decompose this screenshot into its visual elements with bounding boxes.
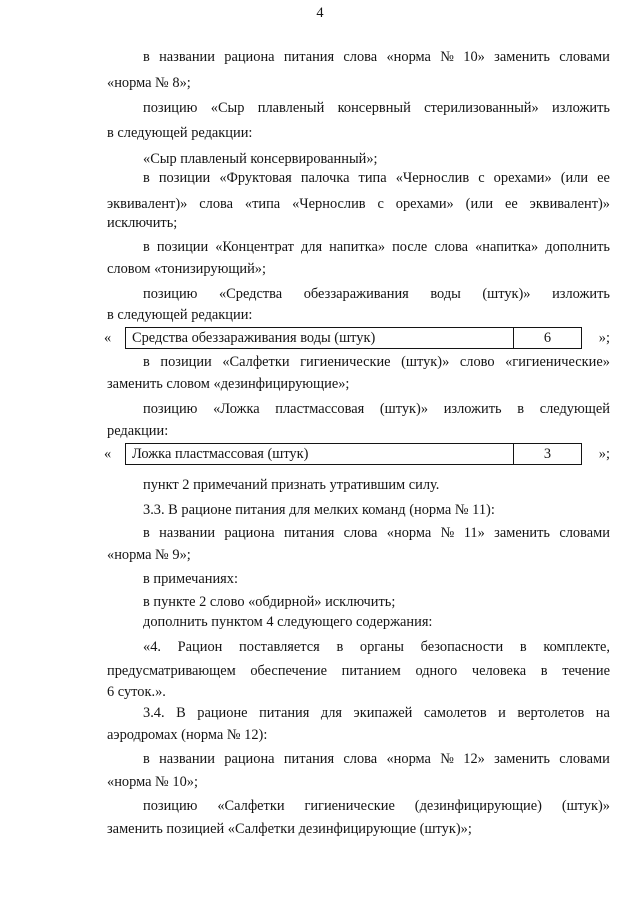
word: воды [430,286,461,302]
word: «напитка» [475,239,539,255]
word: слова [434,239,469,255]
word: в [143,354,150,370]
word: № [440,751,454,767]
word: рациона [224,525,275,541]
word: позицию [143,401,198,417]
word: «Ложка [213,401,260,417]
text-line [143,50,610,64]
text-line: 6 суток.». [107,684,166,700]
word: для [300,239,323,255]
word: «норма [386,525,432,541]
table-item-value: 3 [543,446,552,462]
word: в [143,49,150,65]
inserted-table-row [104,327,610,349]
word: пластмассовая [275,401,365,417]
word: типа [358,170,387,186]
word: словами [559,751,610,767]
word: в [336,639,344,655]
word: (дезинфицирующие) [414,798,542,814]
table-item-value: 6 [543,330,552,346]
text-line: в пункте 2 слово «обдирной» исключить; [143,594,396,610]
word: слова [343,49,378,65]
text-line: в следующей редакции: [107,307,253,323]
word: рациона [224,49,275,65]
word: консервный [337,100,411,116]
text-line [143,355,610,369]
inserted-table-row [104,443,610,465]
word: «Салфетки [222,354,290,370]
text-line [143,526,610,540]
word: словами [559,525,610,541]
word: в [540,663,548,679]
word: следующей [539,401,610,417]
table-cell-frame [125,443,582,465]
word: безопасности [420,639,504,655]
word: 12» [463,751,485,767]
text-line: в следующей редакции: [107,125,253,141]
word: стерилизованный» [424,100,539,116]
word: «Чернослив [292,196,366,212]
word: слова [343,751,378,767]
word: позиции [158,170,211,186]
word: названии [159,525,216,541]
word: ее [504,196,518,212]
word: «норма [386,49,431,65]
word: человека [471,663,527,679]
text-line [143,799,610,813]
text-line [143,287,610,301]
word: гигиенические [304,798,395,814]
text-line [143,752,610,766]
word: в [143,170,150,186]
close-quote: »; [598,446,610,462]
word: «норма [386,751,431,767]
word: (штук)» [401,354,450,370]
word: В [176,705,186,721]
word: «4. [143,639,161,655]
word: эквивалент)» [107,196,188,212]
word: (штук)» [561,798,610,814]
text-line: в примечаниях: [143,571,238,587]
section-heading: 3.3. В рационе питания для мелких команд (норма № 11): [143,502,495,518]
word: «гигиенические» [505,354,610,370]
word: орехами» [493,170,552,186]
word: экипажей [353,705,413,721]
word: ее [597,170,610,186]
word: для [320,705,343,721]
word: словами [559,49,610,65]
word: эквивалент)» [529,196,610,212]
word: в [143,239,150,255]
word: позиции [160,354,212,370]
text-line [143,240,610,254]
word: «Средства [218,286,283,302]
word: одного [415,663,458,679]
text-line [107,664,610,678]
word: в [143,751,150,767]
word: питания [259,705,310,721]
word: самолетов [423,705,487,721]
open-quote: « [104,330,112,346]
open-quote: « [104,446,112,462]
word: позицию [143,798,198,814]
word: питанием [341,663,401,679]
word: на [595,705,610,721]
word: «Сыр [210,100,245,116]
word: «Салфетки [217,798,285,814]
word: (штук)» [482,286,531,302]
text-line [143,640,610,654]
text-line: редакции: [107,423,169,439]
table-item-name: Ложка пластмассовая (штук) [132,446,309,462]
word: (или [560,170,589,186]
word: палочка [300,170,350,186]
word: изложить [552,100,610,116]
word: питания [283,751,335,767]
word: 11» [463,525,485,541]
word: орехами» [395,196,454,212]
word: «Чернослив [395,170,470,186]
word: № [440,525,455,541]
word: питания [284,525,335,541]
word: вертолетов [517,705,585,721]
word: позицию [143,286,198,302]
word: названии [159,751,215,767]
word: с [377,196,384,212]
text-line: «норма № 8»; [107,75,191,91]
text-line: «норма № 10»; [107,774,198,790]
word: гигиенические [300,354,391,370]
word: «типа [244,196,281,212]
text-line: исключить; [107,215,178,231]
word: течение [562,663,610,679]
text-line: «норма № 9»; [107,547,191,563]
word: «Концентрат [215,239,294,255]
word: заменить [494,525,550,541]
text-line [143,402,610,416]
word: слово [459,354,495,370]
word: предусматривающем [107,663,236,679]
word: в [517,401,525,417]
word: обеззараживания [303,286,409,302]
word: № [440,49,454,65]
table-item-name: Средства обеззараживания воды (штук) [132,330,376,346]
word: позиции [156,239,209,255]
word: поставляется [239,639,320,655]
word: обеспечение [250,663,327,679]
word: в [143,525,150,541]
word: 10» [463,49,485,65]
text-line [143,171,610,185]
word: 3.4. [143,705,165,721]
word: Рацион [177,639,223,655]
word: заменить [494,751,550,767]
table-cell-frame [125,327,582,349]
word: в [519,639,527,655]
word: после [392,239,428,255]
text-line: заменить позицией «Салфетки дезинфицирующие (штук)»; [107,821,472,837]
text-line [107,197,610,211]
word: заменить [494,49,550,65]
page-number: 4 [316,5,324,21]
word: плавленый [257,100,325,116]
word: (или [465,196,494,212]
word: рационе [197,705,248,721]
text-line: «Сыр плавленый консервированный»; [143,151,378,167]
text-line: дополнить пунктом 4 следующего содержания: [143,614,433,630]
word: «Фруктовая [219,170,292,186]
word: изложить [443,401,502,417]
word: дополнить [545,239,610,255]
word: изложить [552,286,610,302]
word: комплекте, [543,639,610,655]
word: органы [359,639,404,655]
text-line: пункт 2 примечаний признать утратившим силу. [143,477,440,493]
word: позицию [143,100,198,116]
section-heading [143,706,610,720]
word: названии [159,49,215,65]
text-line [143,101,610,115]
text-line: заменить словом «дезинфицирующие»; [107,376,350,392]
word: с [478,170,485,186]
word: и [498,705,506,721]
word: напитка» [329,239,386,255]
section-heading: аэродромах (норма № 12): [107,727,268,743]
text-line: словом «тонизирующий»; [107,261,266,277]
word: (штук)» [379,401,429,417]
word: питания [283,49,335,65]
word: рациона [224,751,275,767]
close-quote: »; [598,330,610,346]
word: слова [199,196,234,212]
word: слова [343,525,378,541]
